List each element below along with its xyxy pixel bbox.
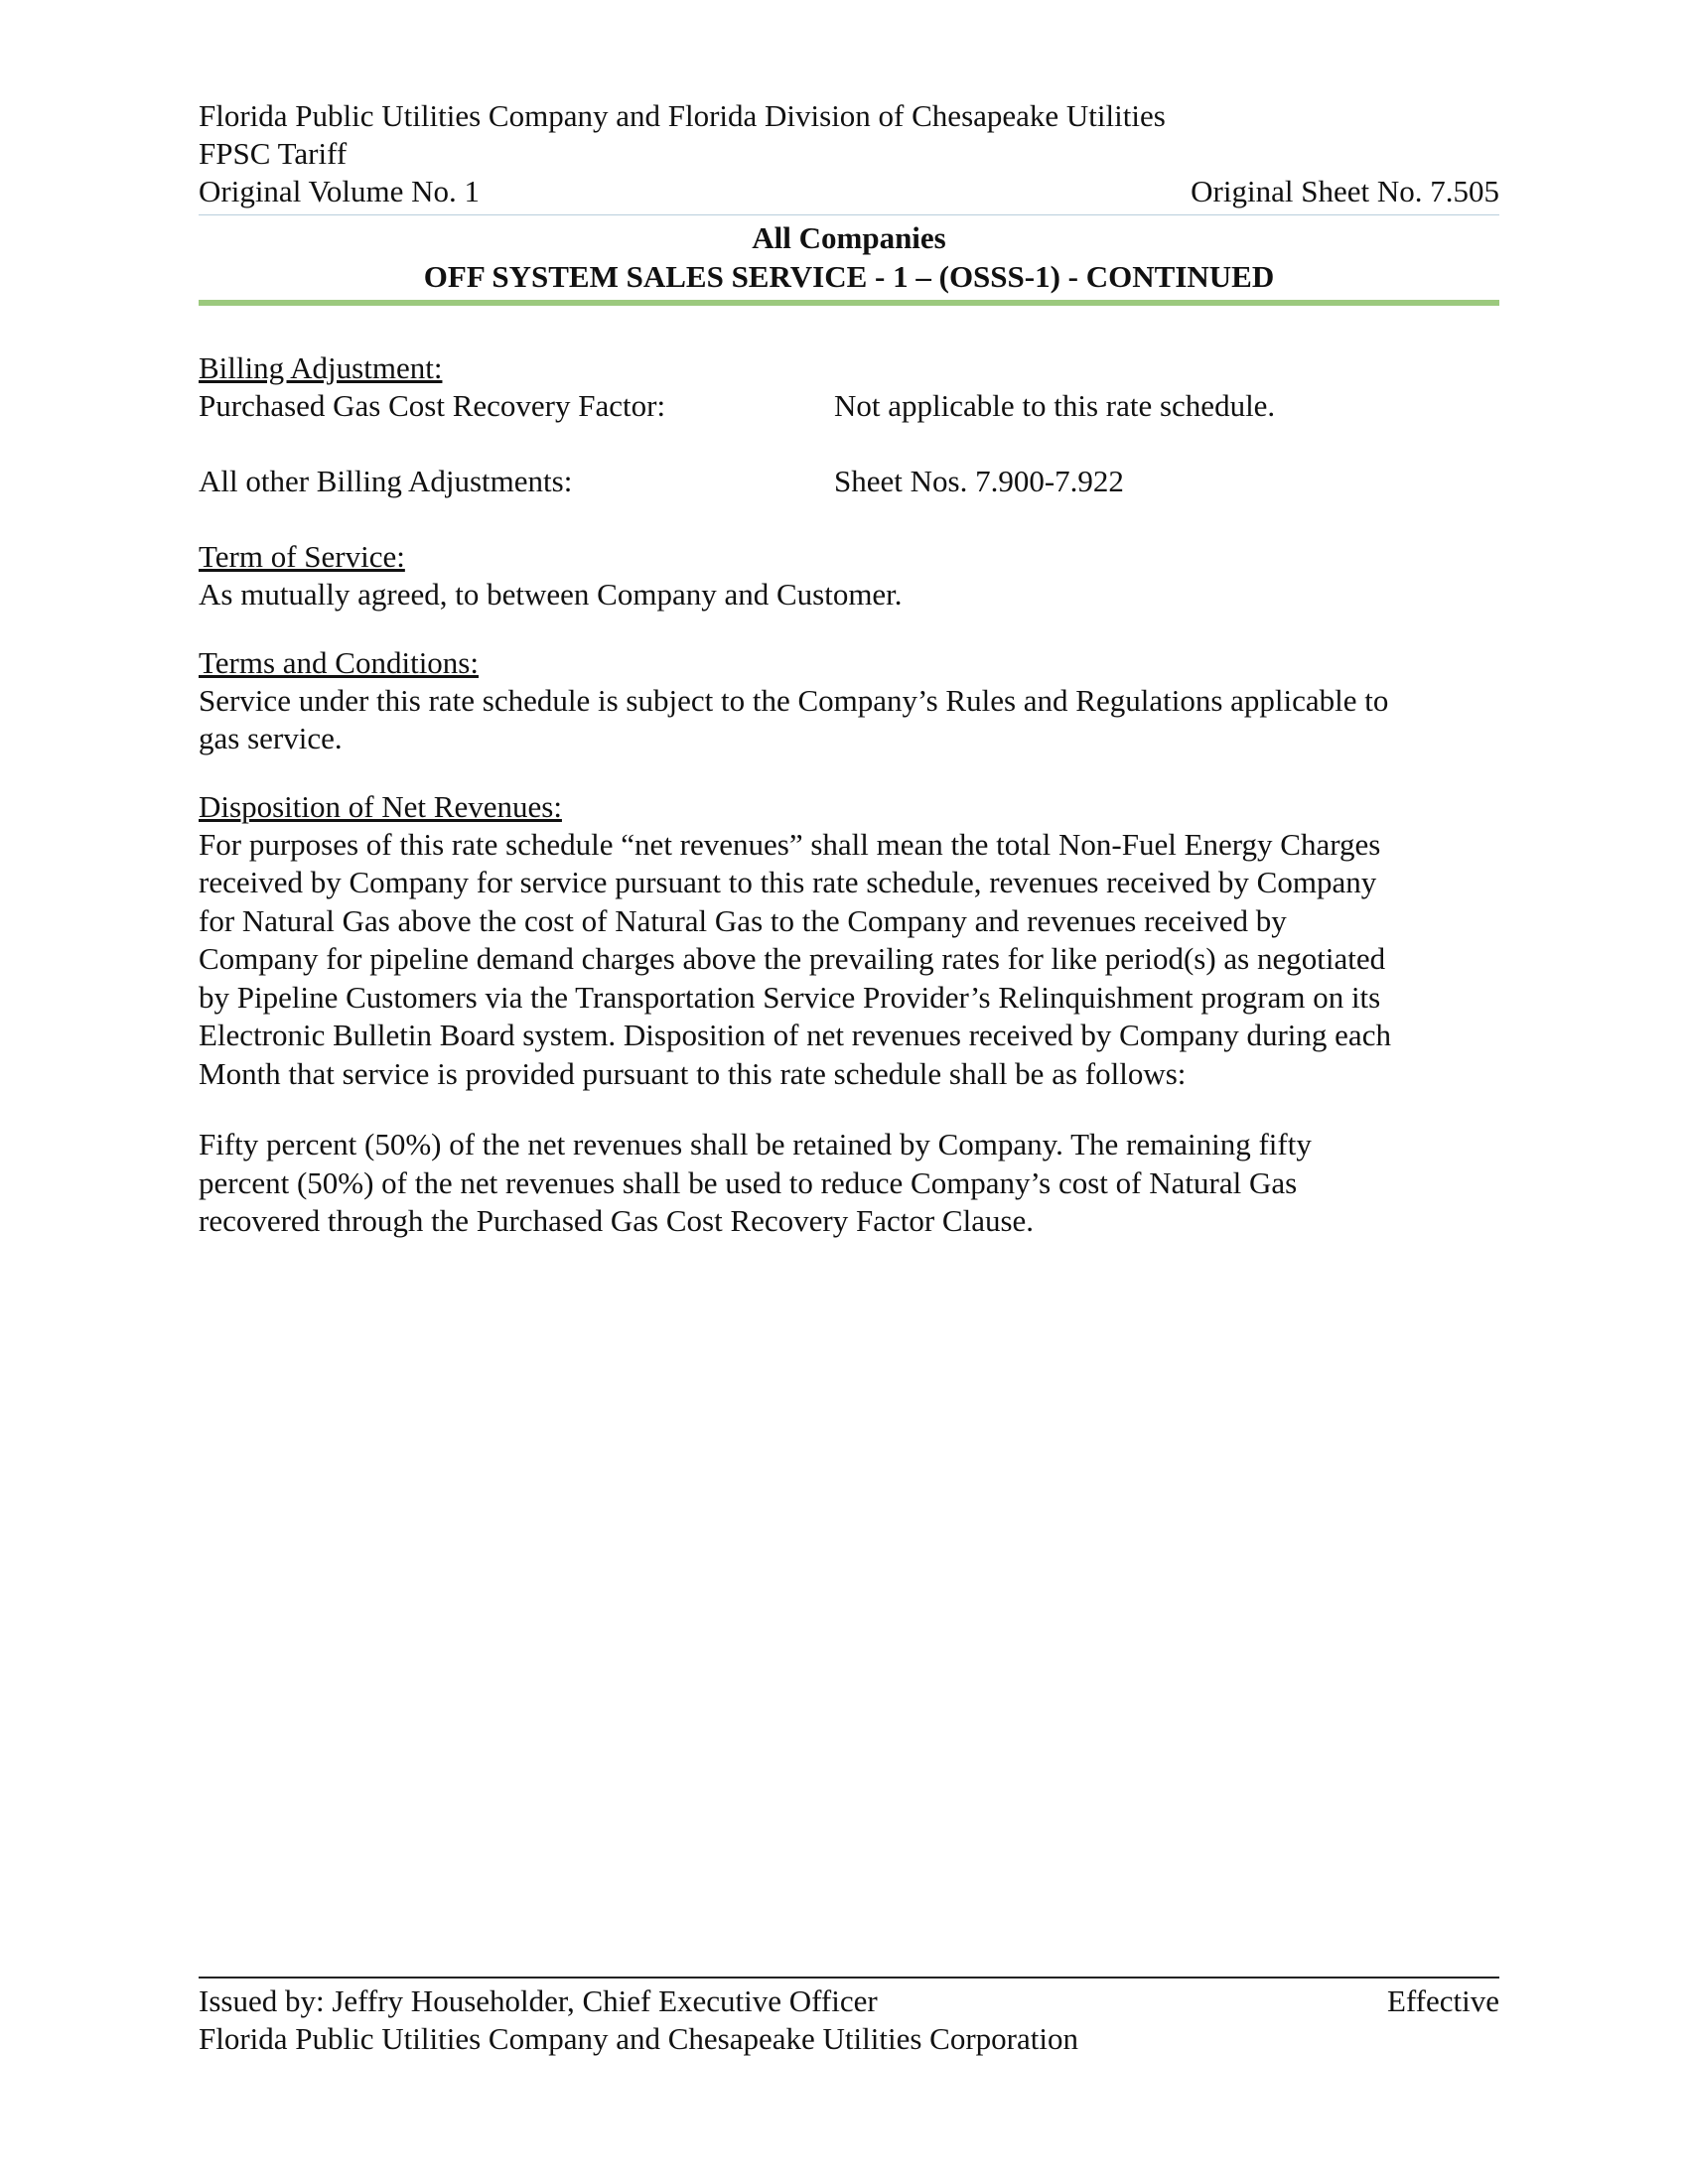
- disposition-text: [199, 826, 1499, 1094]
- tariff-sheet: [199, 97, 1499, 1241]
- disposition-heading: Disposition of Net Revenues:: [199, 788, 562, 824]
- title-divider: [199, 300, 1499, 306]
- tariff-label: FPSC Tariff: [199, 136, 348, 171]
- text-line: percent (50%) of the net revenues shall be used to reduce Company’s cost of Natural Gas: [199, 1164, 1298, 1200]
- header-divider: [199, 214, 1499, 215]
- footer-issued-row: [199, 1982, 1499, 2020]
- terms-and-conditions-heading: Terms and Conditions:: [199, 644, 479, 680]
- text-line: for Natural Gas above the cost of Natural Gas to the Company and revenues received by: [199, 902, 1287, 938]
- footer-divider: [199, 1977, 1499, 1979]
- text-line: As mutually agreed, to between Company and Customer.: [199, 577, 903, 612]
- text-line: Service under this rate schedule is subject to the Company’s Rules and Regulations applicable to: [199, 682, 1389, 718]
- issued-by: Issued by: Jeffry Householder, Chief Executive Officer: [199, 1983, 878, 2018]
- text-line: Company for pipeline demand charges above the prevailing rates for like period(s) as negotiated: [199, 941, 1386, 976]
- page-footer: [199, 1977, 1499, 2058]
- billing-row-label: Purchased Gas Cost Recovery Factor:: [199, 388, 666, 423]
- text-line: For purposes of this rate schedule “net revenues” shall mean the total Non-Fuel Energy Charges: [199, 826, 1381, 862]
- effective-label: Effective: [1386, 1983, 1499, 2018]
- term-of-service-heading: Term of Service:: [199, 539, 405, 574]
- billing-row-value: Sheet Nos. 7.900-7.922: [834, 464, 1124, 498]
- billing-row: [199, 387, 1499, 425]
- footer-company: Florida Public Utilities Company and Chesapeake Utilities Corporation: [199, 2021, 1078, 2056]
- terms-and-conditions-text: [199, 682, 1499, 758]
- volume-label: Original Volume No. 1: [199, 174, 481, 208]
- sheet-number: Original Sheet No. 7.505: [1191, 174, 1499, 208]
- billing-adjustment-section: [199, 349, 1499, 425]
- footer-company-row: [199, 2020, 1499, 2058]
- disposition-section: [199, 788, 1499, 1094]
- billing-row-value: Not applicable to this rate schedule.: [834, 388, 1276, 423]
- page-title: All Companies: [752, 220, 946, 255]
- text-line: received by Company for service pursuant to this rate schedule, revenues received by Company: [199, 865, 1377, 899]
- page-subtitle: OFF SYSTEM SALES SERVICE - 1 – (OSSS-1) - CONTINUED: [423, 259, 1275, 294]
- text-line: Electronic Bulletin Board system. Disposition of net revenues received by Company during each: [199, 1018, 1391, 1052]
- text-line: recovered through the Purchased Gas Cost Recovery Factor Clause.: [199, 1203, 1035, 1238]
- revenue-split-paragraph: [199, 1126, 1499, 1241]
- text-line: gas service.: [199, 721, 343, 755]
- billing-row: [199, 463, 1499, 500]
- terms-and-conditions-section: [199, 644, 1499, 758]
- term-of-service-section: [199, 538, 1499, 614]
- text-line: Fifty percent (50%) of the net revenues shall be retained by Company. The remaining fifty: [199, 1127, 1312, 1161]
- text-line: Month that service is provided pursuant to this rate schedule shall be as follows:: [199, 1055, 1187, 1091]
- company-line: Florida Public Utilities Company and Florida Division of Chesapeake Utilities: [199, 98, 1166, 133]
- title-block: [199, 218, 1499, 296]
- term-of-service-text: [199, 576, 1499, 614]
- volume-sheet-row: [199, 173, 1499, 210]
- text-line: by Pipeline Customers via the Transportation Service Provider’s Relinquishment program on its: [199, 979, 1381, 1015]
- billing-adjustment-heading: Billing Adjustment:: [199, 350, 443, 385]
- billing-row-label: All other Billing Adjustments:: [199, 464, 573, 498]
